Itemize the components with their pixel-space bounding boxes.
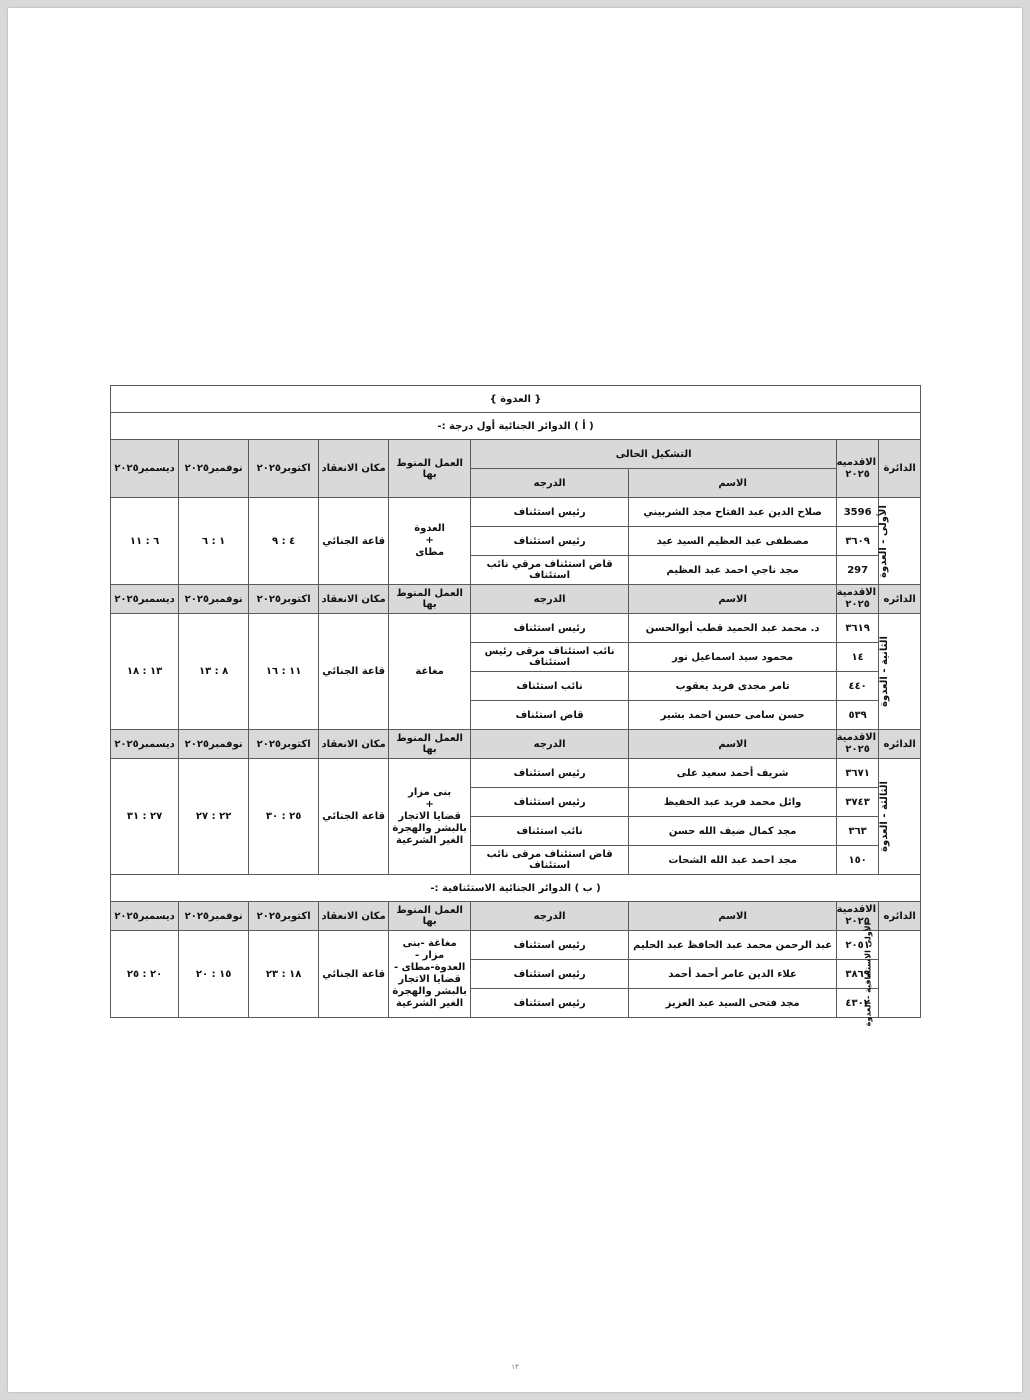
circuit-name: الثالثة - العدوة: [879, 759, 921, 875]
rank-cell: قاض استئناف مرقي نائب استئناف: [471, 556, 629, 585]
seniority-cell: 297: [837, 556, 879, 585]
header-seniority: الاقدمية ٢٠٢٥: [837, 902, 879, 931]
header-circuit: الدائره: [879, 730, 921, 759]
name-cell: صلاح الدين عبد الفتاح مجد الشربيني: [629, 498, 837, 527]
seniority-cell: ٢٠٥١: [837, 931, 879, 960]
dec-cell: ٢٠ : ٢٥: [111, 931, 179, 1018]
work-cell: العدوة + مطاى: [389, 498, 471, 585]
header-name: الاسم: [629, 730, 837, 759]
header-work: العمل المنوط بها: [389, 585, 471, 614]
header-work: العمل المنوط بها: [389, 902, 471, 931]
nov-cell: ١٥ : ٢٠: [179, 931, 249, 1018]
oct-cell: ١٨ : ٢٣: [249, 931, 319, 1018]
section-a-title: ( أ ) الدوائر الجنائية أول درجة :-: [111, 413, 921, 440]
dec-cell: ٦ : ١١: [111, 498, 179, 585]
name-cell: وائل محمد فريد عبد الحفيظ: [629, 788, 837, 817]
header-oct: اكتوبر٢٠٢٥: [249, 440, 319, 498]
rank-cell: نائب استئناف: [471, 817, 629, 846]
seniority-cell: 3596: [837, 498, 879, 527]
place-cell: قاعة الجنائي: [319, 498, 389, 585]
document-page: [8, 8, 1022, 1392]
table-row: [111, 759, 921, 788]
circuit-name: الأولى الاستئنافية - العدوة: [879, 931, 921, 1018]
header-name: الاسم: [629, 902, 837, 931]
sub-header-row: [111, 730, 921, 759]
header-seniority: الاقدمية ٢٠٢٥: [837, 730, 879, 759]
place-cell: قاعة الجنائي: [319, 931, 389, 1018]
oct-cell: ١١ : ١٦: [249, 614, 319, 730]
rank-cell: رئيس استئناف: [471, 788, 629, 817]
header-dec: ديسمبر٢٠٢٥: [111, 730, 179, 759]
seniority-cell: ٣٦٠٩: [837, 527, 879, 556]
place-cell: قاعة الجنائي: [319, 759, 389, 875]
header-dec: ديسمبر٢٠٢٥: [111, 585, 179, 614]
header-name: الاسم: [629, 469, 837, 498]
header-rank: الدرجه: [471, 469, 629, 498]
name-cell: تامر مجدى فريد يعقوب: [629, 672, 837, 701]
seniority-cell: ١٤: [837, 643, 879, 672]
seniority-cell: ٥٣٩: [837, 701, 879, 730]
sub-header-row: [111, 585, 921, 614]
page-number: ١٣: [511, 1363, 519, 1371]
header-circuit: الدائره: [879, 585, 921, 614]
header-oct: اكتوبر٢٠٢٥: [249, 902, 319, 931]
rank-cell: قاض استئناف: [471, 701, 629, 730]
header-rank: الدرجه: [471, 585, 629, 614]
header-rank: الدرجه: [471, 730, 629, 759]
seniority-cell: ٣٧٤٣: [837, 788, 879, 817]
name-cell: محمود سيد اسماعيل نور: [629, 643, 837, 672]
circuits-table: [110, 385, 921, 1026]
seniority-cell: ٤٣٠٢: [837, 989, 879, 1018]
work-cell: بنى مزار + قضايا الاتجار بالبشر والهجرة الغير الشرعية: [389, 759, 471, 875]
header-nov: نوفمبر٢٠٢٥: [179, 440, 249, 498]
header-name: الاسم: [629, 585, 837, 614]
table-row: [111, 498, 921, 527]
header-nov: نوفمبر٢٠٢٥: [179, 585, 249, 614]
rank-cell: رئيس استئناف: [471, 498, 629, 527]
header-nov: نوفمبر٢٠٢٥: [179, 902, 249, 931]
header-seniority: الاقدميه ٢٠٢٥: [837, 440, 879, 498]
rank-cell: رئيس استئناف: [471, 759, 629, 788]
name-cell: علاء الدين عامر أحمد أحمد: [629, 960, 837, 989]
header-circuit: الدائره: [879, 902, 921, 931]
name-cell: عبد الرحمن محمد عبد الحافظ عبد الحليم: [629, 931, 837, 960]
nov-cell: ١ : ٦: [179, 498, 249, 585]
rank-cell: نائب استئناف: [471, 672, 629, 701]
rank-cell: نائب استئناف مرقى رئيس استئناف: [471, 643, 629, 672]
header-rank: الدرجه: [471, 902, 629, 931]
circuit-name: الأولى - العدوة: [879, 498, 921, 585]
section-b-title: ( ب ) الدوائر الجنائية الاستئنافية :-: [111, 875, 921, 902]
header-place: مكان الانعقاد: [319, 902, 389, 931]
seniority-cell: ٣٨٦٩: [837, 960, 879, 989]
seniority-cell: ٣٦٣: [837, 817, 879, 846]
header-work: العمل المنوط بها: [389, 730, 471, 759]
table-row: [111, 614, 921, 643]
name-cell: د. محمد عبد الحميد قطب أبوالحسن: [629, 614, 837, 643]
rank-cell: قاض استئناف مرقى نائب استئناف: [471, 846, 629, 875]
rank-cell: رئيس استئناف: [471, 960, 629, 989]
header-oct: اكتوبر٢٠٢٥: [249, 730, 319, 759]
name-cell: شريف أحمد سعيد على: [629, 759, 837, 788]
nov-cell: ٢٢ : ٢٧: [179, 759, 249, 875]
name-cell: مجد فتحى السيد عبد العزيز: [629, 989, 837, 1018]
page-title: { العدوة }: [111, 386, 921, 413]
dec-cell: ٢٧ : ٣١: [111, 759, 179, 875]
header-nov: نوفمبر٢٠٢٥: [179, 730, 249, 759]
circuit-name: الثانية - العدوة: [879, 614, 921, 730]
header-seniority: الاقدمية ٢٠٢٥: [837, 585, 879, 614]
table-row: [111, 931, 921, 960]
work-cell: مغاغة -بنى مزار - العدوة-مطاى - قضايا الاتجار بالبشر والهجرة الغير الشرعية: [389, 931, 471, 1018]
rank-cell: رئيس استئناف: [471, 989, 629, 1018]
header-place: مكان الانعقاد: [319, 440, 389, 498]
oct-cell: ٤ : ٩: [249, 498, 319, 585]
header-dec: ديسمبر٢٠٢٥: [111, 902, 179, 931]
dec-cell: ١٣ : ١٨: [111, 614, 179, 730]
header-oct: اكتوبر٢٠٢٥: [249, 585, 319, 614]
rank-cell: رئيس استئناف: [471, 527, 629, 556]
seniority-cell: ٣٦١٩: [837, 614, 879, 643]
nov-cell: ٨ : ١٣: [179, 614, 249, 730]
name-cell: مصطفى عبد العظيم السيد عيد: [629, 527, 837, 556]
oct-cell: ٢٥ : ٣٠: [249, 759, 319, 875]
header-dec: ديسمبر٢٠٢٥: [111, 440, 179, 498]
header-circuit: الدائرة: [879, 440, 921, 498]
rank-cell: رئيس استئناف: [471, 614, 629, 643]
header-work: العمل المنوط بها: [389, 440, 471, 498]
sub-header-row: [111, 902, 921, 931]
name-cell: مجد ناجي احمد عبد العظيم: [629, 556, 837, 585]
work-cell: مغاغة: [389, 614, 471, 730]
rank-cell: رئيس استئناف: [471, 931, 629, 960]
header-place: مكان الانعقاد: [319, 585, 389, 614]
header-formation: التشكيل الحالى: [471, 440, 837, 469]
name-cell: مجد احمد عبد الله الشحات: [629, 846, 837, 875]
place-cell: قاعة الجنائي: [319, 614, 389, 730]
seniority-cell: ٤٤٠: [837, 672, 879, 701]
seniority-cell: ١٥٠: [837, 846, 879, 875]
name-cell: حسن سامى حسن احمد بشير: [629, 701, 837, 730]
seniority-cell: ٣٦٧١: [837, 759, 879, 788]
name-cell: مجد كمال ضيف الله حسن: [629, 817, 837, 846]
header-place: مكان الانعقاد: [319, 730, 389, 759]
